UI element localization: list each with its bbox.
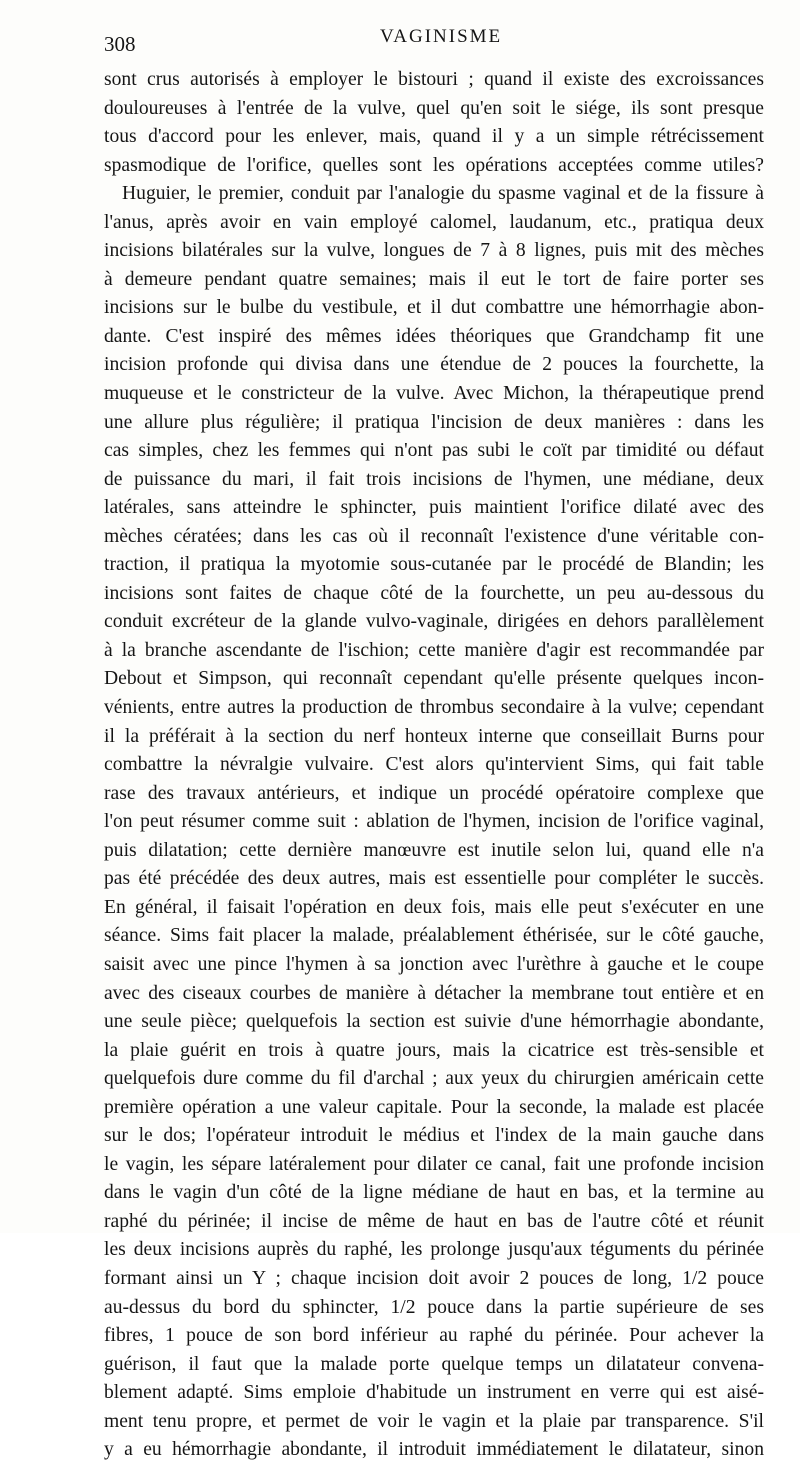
text-line: sur le dos; l'opérateur introduit le médius et l'index de la main gauche dans [104, 1125, 764, 1147]
text-line: dans le vagin d'un côté de la ligne médiane de haut en bas, et la termine au [104, 1182, 764, 1204]
text-line: En général, il faisait l'opération en deux fois, mais elle peut s'exécuter en une [104, 896, 764, 918]
text-line: incisions bilatérales sur la vulve, longues de 7 à 8 lignes, puis mit des mèches [104, 240, 764, 262]
text-line: ment tenu propre, et permet de voir le vagin et la plaie par transparence. S'il [104, 1410, 764, 1432]
text-line: une allure plus régulière; il pratiqua l'incision de deux manières : dans les [104, 411, 764, 433]
page-number: 308 [104, 32, 136, 56]
text-line: avec des ciseaux courbes de manière à détacher la membrane tout entière et en [104, 982, 764, 1004]
text-line: puis dilatation; cette dernière manœuvre est inutile selon lui, quand elle n'a [104, 839, 764, 861]
text-line: conduit excréteur de la glande vulvo-vaginale, dirigées en dehors parallèlement [104, 611, 764, 633]
text-line: latérales, sans atteindre le sphincter, puis maintient l'orifice dilaté avec des [104, 497, 764, 519]
text-line: tous d'accord pour les enlever, mais, quand il y a un simple rétrécissement [104, 126, 764, 148]
text-line: mèches cératées; dans les cas où il reconnaît l'existence d'une véritable con- [104, 525, 764, 547]
text-line: vénients, entre autres la production de thrombus secondaire à la vulve; cependant [104, 697, 764, 719]
text-line: première opération a une valeur capitale. Pour la seconde, la malade est placée [104, 1096, 764, 1118]
text-line: rase des travaux antérieurs, et indique un procédé opératoire complexe que [104, 782, 764, 804]
text-line: traction, il pratiqua la myotomie sous-cutanée par le procédé de Blandin; les [104, 554, 764, 576]
text-line: l'anus, après avoir en vain employé calomel, laudanum, etc., pratiqua deux [104, 211, 764, 233]
text-line: saisit avec une pince l'hymen à sa jonction avec l'urèthre à gauche et le coupe [104, 953, 764, 975]
text-line: raphé du périnée; il incise de même de haut en bas de l'autre côté et réunit [104, 1210, 764, 1232]
text-line: spasmodique de l'orifice, quelles sont les opérations acceptées comme utiles? [104, 154, 764, 176]
text-line: une seule pièce; quelquefois la section est suivie d'une hémorrhagie abondante, [104, 1011, 764, 1033]
text-line: au-dessus du bord du sphincter, 1/2 pouce dans la partie supérieure de ses [104, 1296, 764, 1318]
text-line: de puissance du mari, il fait trois incisions de l'hymen, une médiane, deux [104, 468, 764, 490]
text-line: douloureuses à l'entrée de la vulve, quel qu'en soit le siége, ils sont presque [104, 97, 764, 119]
text-line: formant ainsi un Y ; chaque incision doit avoir 2 pouces de long, 1/2 pouce [104, 1267, 764, 1289]
text-line: muqueuse et le constricteur de la vulve. Avec Michon, la thérapeutique prend [104, 383, 764, 405]
text-line: incision profonde qui divisa dans une étendue de 2 pouces la fourchette, la [104, 354, 764, 376]
text-line: la plaie guérit en trois à quatre jours, mais la cicatrice est très-sensible et [104, 1039, 764, 1061]
text-line: guérison, il faut que la malade porte quelque temps un dilatateur convena- [104, 1353, 764, 1375]
text-line: l'on peut résumer comme suit : ablation de l'hymen, incision de l'orifice vaginal, [104, 811, 764, 833]
text-line: à la branche ascendante de l'ischion; cette manière d'agir est recommandée par [104, 639, 764, 661]
text-line: quelquefois dure comme du fil d'archal ; aux yeux du chirurgien américain cette [104, 1068, 764, 1090]
text-line: le vagin, les sépare latéralement pour dilater ce canal, fait une profonde incision [104, 1153, 764, 1175]
text-line: les deux incisions auprès du raphé, les prolonge jusqu'aux téguments du périnée [104, 1239, 764, 1261]
running-head [100, 22, 780, 62]
text-line: Debout et Simpson, qui reconnaît cependant qu'elle présente quelques incon- [104, 668, 764, 690]
text-line: y a eu hémorrhagie abondante, il introduit immédiatement le dilatateur, sinon [104, 1439, 764, 1461]
running-title: VAGINISME [380, 26, 503, 47]
text-line: sont crus autorisés à employer le bistouri ; quand il existe des excroissances [104, 69, 764, 90]
text-line: Huguier, le premier, conduit par l'analogie du spasme vaginal et de la fissure à [122, 183, 764, 205]
text-line: pas été précédée des deux autres, mais est essentielle pour compléter le succès. [104, 868, 764, 890]
text-line: blement adapté. Sims emploie d'habitude un instrument en verre qui est aisé- [104, 1382, 764, 1404]
text-line: à demeure pendant quatre semaines; mais il eut le tort de faire porter ses [104, 268, 764, 290]
text-line: dante. C'est inspiré des mêmes idées théoriques que Grandchamp fit une [104, 325, 764, 347]
text-line: combattre la névralgie vulvaire. C'est alors qu'intervient Sims, qui fait table [104, 754, 764, 776]
text-line: séance. Sims fait placer la malade, préalablement éthérisée, sur le côté gauche, [104, 925, 764, 947]
body-text [104, 66, 764, 1465]
text-line: incisions sont faites de chaque côté de la fourchette, un peu au-dessous du [104, 582, 764, 604]
text-line: fibres, 1 pouce de son bord inférieur au raphé du périnée. Pour achever la [104, 1325, 764, 1347]
text-line: il la préférait à la section du nerf honteux interne que conseillait Burns pour [104, 725, 764, 747]
text-line: incisions sur le bulbe du vestibule, et il dut combattre une hémorrhagie abon- [104, 297, 764, 319]
text-line: cas simples, chez les femmes qui n'ont pas subi le coït par timidité ou défaut [104, 440, 764, 462]
